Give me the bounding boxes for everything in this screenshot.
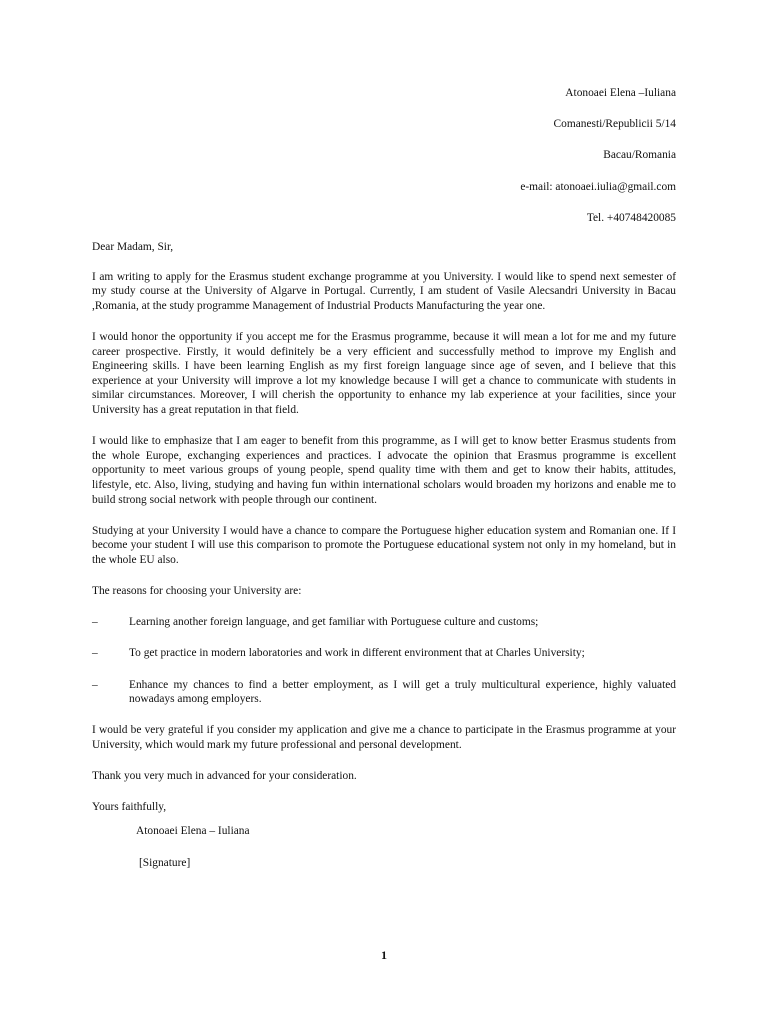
sign-off: Yours faithfully, — [92, 801, 167, 814]
reason-item — [92, 646, 676, 661]
paragraph-4: Studying at your University I would have a chance to compare the Portuguese higher education system and Romanian one. If I become your student I will use this comparison to promote the Portuguese educational system not only in my homeland, but in the whole EU also. — [92, 524, 676, 566]
paragraph-1: I am writing to apply for the Erasmus student exchange programme at you University. I would like to spend next semester of my study course at the University of Algarve in Portugal. Currently, I am student of Vasile Alecsandri University in Bacau ,Romania, at the study programme Management of Industrial Products Manufacturing the year one. — [92, 270, 676, 312]
list-dash: – — [92, 616, 98, 629]
paragraph-3: I would like to emphasize that I am eager to benefit from this programme, as I will get to know better Erasmus students from the whole Europe, exchanging experiences and practices. I advocate the opinion that Erasmus programme is excellent opportunity to meet various groups of young people, spend quality time with them and get to know their habits, attitudes, lifestyle, etc. Also, living, studying and having fun within international scholars would broaden my horizons and enable me to build strong social network with people through our continent. — [92, 435, 676, 506]
list-dash: – — [92, 647, 98, 660]
sender-email: e-mail: atonoaei.iulia@gmail.com — [520, 180, 676, 193]
reason-item — [92, 615, 676, 630]
sender-name: Atonoaei Elena –Iuliana — [565, 87, 676, 99]
paragraph-2: I would honor the opportunity if you accept me for the Erasmus programme, because it will mean a lot for me and my future career prospective. Firstly, it would definitely be a very efficient and successfully method to improve my English and Engineering skills. I have been learning English as my first foreign language since age of seven, and I believe that this experience at your University will improve a lot my knowledge because I will get a chance to communicate with students in similar circumstances. Moreover, I will cherish the opportunity to enhance my lab experience at your facilities, since your University has a great reputation in that field. — [92, 330, 676, 416]
letter-body — [92, 240, 676, 870]
sender-phone: Tel. +40748420085 — [586, 211, 676, 224]
page-number: 1 — [381, 948, 387, 962]
sender-street: Comanesti/Republicii 5/14 — [553, 118, 676, 131]
reason-text: Enhance my chances to find a better employment, as I will get a truly multicultural experience, highly valuated nowadays among employers. — [129, 678, 676, 706]
closing-paragraph-2: Thank you very much in advanced for your consideration. — [92, 770, 357, 783]
sender-city: Bacau/Romania — [603, 149, 676, 162]
list-dash: – — [92, 678, 98, 691]
greeting: Dear Madam, Sir, — [92, 241, 174, 253]
reasons-intro: The reasons for choosing your University are: — [92, 585, 302, 598]
closing-paragraph-1: I would be very grateful if you consider my application and give me a chance to participate in the Erasmus programme at your University, which would mark my future professional and personal development. — [92, 724, 676, 751]
sender-address-block — [0, 86, 676, 242]
signer-name: Atonoaei Elena – Iuliana — [136, 824, 250, 837]
reason-text: To get practice in modern laboratories and work in different environment that at Charles University; — [129, 647, 585, 660]
signature-placeholder: [Signature] — [139, 856, 191, 869]
reason-text: Learning another foreign language, and get familiar with Portuguese culture and customs; — [129, 616, 539, 629]
reason-item — [92, 678, 676, 707]
